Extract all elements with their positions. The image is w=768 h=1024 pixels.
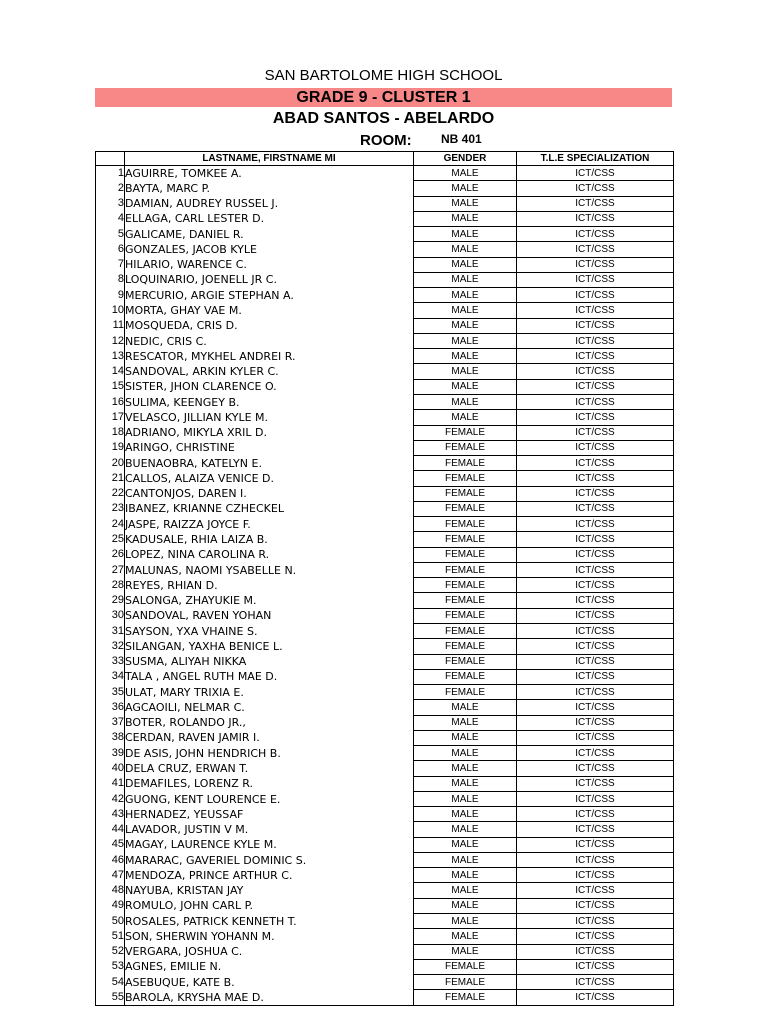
gender-cell: FEMALE bbox=[414, 669, 517, 684]
row-number: 15 bbox=[96, 379, 125, 394]
gender-cell: MALE bbox=[414, 257, 517, 272]
specialization-cell: ICT/CSS bbox=[517, 669, 674, 684]
specialization-cell: ICT/CSS bbox=[517, 868, 674, 883]
student-name: HILARIO, WARENCE C. bbox=[125, 257, 414, 272]
table-row bbox=[96, 914, 674, 929]
row-number: 31 bbox=[96, 623, 125, 638]
row-number: 52 bbox=[96, 944, 125, 959]
specialization-cell: ICT/CSS bbox=[517, 349, 674, 364]
table-row bbox=[96, 364, 674, 379]
room-value: NB 401 bbox=[441, 132, 482, 146]
student-roster-table bbox=[95, 151, 674, 1006]
gender-cell: MALE bbox=[414, 914, 517, 929]
row-number: 29 bbox=[96, 593, 125, 608]
specialization-cell: ICT/CSS bbox=[517, 654, 674, 669]
room-label: ROOM: bbox=[360, 132, 412, 149]
gender-cell: MALE bbox=[414, 211, 517, 226]
row-number: 37 bbox=[96, 715, 125, 730]
student-name: DELA CRUZ, ERWAN T. bbox=[125, 761, 414, 776]
row-number: 20 bbox=[96, 456, 125, 471]
specialization-cell: ICT/CSS bbox=[517, 303, 674, 318]
table-row bbox=[96, 349, 674, 364]
specialization-cell: ICT/CSS bbox=[517, 486, 674, 501]
row-number: 13 bbox=[96, 349, 125, 364]
gender-cell: FEMALE bbox=[414, 608, 517, 623]
specialization-cell: ICT/CSS bbox=[517, 364, 674, 379]
specialization-cell: ICT/CSS bbox=[517, 410, 674, 425]
specialization-cell: ICT/CSS bbox=[517, 837, 674, 852]
gender-cell: MALE bbox=[414, 898, 517, 913]
specialization-cell: ICT/CSS bbox=[517, 394, 674, 409]
student-name: MOSQUEDA, CRIS D. bbox=[125, 318, 414, 333]
specialization-cell: ICT/CSS bbox=[517, 959, 674, 974]
student-name: JASPE, RAIZZA JOYCE F. bbox=[125, 517, 414, 532]
row-number: 27 bbox=[96, 562, 125, 577]
gender-cell: MALE bbox=[414, 852, 517, 867]
specialization-cell: ICT/CSS bbox=[517, 181, 674, 196]
table-row bbox=[96, 471, 674, 486]
table-row bbox=[96, 517, 674, 532]
gender-cell: MALE bbox=[414, 288, 517, 303]
table-row bbox=[96, 975, 674, 990]
table-row bbox=[96, 883, 674, 898]
table-row bbox=[96, 807, 674, 822]
row-number: 16 bbox=[96, 394, 125, 409]
specialization-cell: ICT/CSS bbox=[517, 242, 674, 257]
table-header-row bbox=[96, 152, 674, 166]
gender-cell: MALE bbox=[414, 837, 517, 852]
specialization-cell: ICT/CSS bbox=[517, 318, 674, 333]
student-name: LOQUINARIO, JOENELL JR C. bbox=[125, 272, 414, 287]
student-name: AGUIRRE, TOMKEE A. bbox=[125, 166, 414, 181]
gender-cell: FEMALE bbox=[414, 501, 517, 516]
specialization-cell: ICT/CSS bbox=[517, 944, 674, 959]
specialization-cell: ICT/CSS bbox=[517, 990, 674, 1005]
student-name: SON, SHERWIN YOHANN M. bbox=[125, 929, 414, 944]
table-row bbox=[96, 852, 674, 867]
gender-cell: MALE bbox=[414, 944, 517, 959]
row-number: 34 bbox=[96, 669, 125, 684]
row-number: 19 bbox=[96, 440, 125, 455]
table-row bbox=[96, 272, 674, 287]
row-number: 10 bbox=[96, 303, 125, 318]
student-name: ROMULO, JOHN CARL P. bbox=[125, 898, 414, 913]
specialization-cell: ICT/CSS bbox=[517, 822, 674, 837]
specialization-cell: ICT/CSS bbox=[517, 272, 674, 287]
gender-cell: MALE bbox=[414, 196, 517, 211]
table-body bbox=[96, 166, 674, 1006]
column-header-name: LASTNAME, FIRSTNAME MI bbox=[125, 152, 414, 166]
table-row bbox=[96, 715, 674, 730]
table-row bbox=[96, 868, 674, 883]
gender-cell: MALE bbox=[414, 776, 517, 791]
student-name: MAGAY, LAURENCE KYLE M. bbox=[125, 837, 414, 852]
school-name: SAN BARTOLOME HIGH SCHOOL bbox=[264, 67, 503, 84]
table-row bbox=[96, 562, 674, 577]
gender-cell: FEMALE bbox=[414, 685, 517, 700]
gender-cell: FEMALE bbox=[414, 547, 517, 562]
gender-cell: MALE bbox=[414, 746, 517, 761]
table-row bbox=[96, 685, 674, 700]
row-number: 33 bbox=[96, 654, 125, 669]
gender-cell: MALE bbox=[414, 181, 517, 196]
row-number: 53 bbox=[96, 959, 125, 974]
student-name: GONZALES, JACOB KYLE bbox=[125, 242, 414, 257]
row-number: 9 bbox=[96, 288, 125, 303]
student-name: BAYTA, MARC P. bbox=[125, 181, 414, 196]
gender-cell: FEMALE bbox=[414, 471, 517, 486]
student-name: ULAT, MARY TRIXIA E. bbox=[125, 685, 414, 700]
student-name: ADRIANO, MIKYLA XRIL D. bbox=[125, 425, 414, 440]
student-name: BUENAOBRA, KATELYN E. bbox=[125, 456, 414, 471]
row-number: 39 bbox=[96, 746, 125, 761]
student-name: SULIMA, KEENGEY B. bbox=[125, 394, 414, 409]
gender-cell: FEMALE bbox=[414, 959, 517, 974]
student-name: GUONG, KENT LOURENCE E. bbox=[125, 791, 414, 806]
row-number: 3 bbox=[96, 196, 125, 211]
specialization-cell: ICT/CSS bbox=[517, 578, 674, 593]
specialization-cell: ICT/CSS bbox=[517, 166, 674, 181]
section-name: ABAD SANTOS - ABELARDO bbox=[272, 110, 495, 127]
table-row bbox=[96, 211, 674, 226]
student-name: SISTER, JHON CLARENCE O. bbox=[125, 379, 414, 394]
specialization-cell: ICT/CSS bbox=[517, 883, 674, 898]
gender-cell: MALE bbox=[414, 868, 517, 883]
gender-cell: FEMALE bbox=[414, 486, 517, 501]
student-name: SALONGA, ZHAYUKIE M. bbox=[125, 593, 414, 608]
specialization-cell: ICT/CSS bbox=[517, 257, 674, 272]
table-row bbox=[96, 181, 674, 196]
gender-cell: MALE bbox=[414, 349, 517, 364]
specialization-cell: ICT/CSS bbox=[517, 975, 674, 990]
table-row bbox=[96, 623, 674, 638]
specialization-cell: ICT/CSS bbox=[517, 227, 674, 242]
row-number: 44 bbox=[96, 822, 125, 837]
gender-cell: MALE bbox=[414, 242, 517, 257]
student-name: VELASCO, JILLIAN KYLE M. bbox=[125, 410, 414, 425]
row-number: 22 bbox=[96, 486, 125, 501]
gender-cell: MALE bbox=[414, 700, 517, 715]
specialization-cell: ICT/CSS bbox=[517, 700, 674, 715]
student-name: ARINGO, CHRISTINE bbox=[125, 440, 414, 455]
student-name: VERGARA, JOSHUA C. bbox=[125, 944, 414, 959]
table-row bbox=[96, 898, 674, 913]
row-number: 36 bbox=[96, 700, 125, 715]
column-header-number bbox=[96, 152, 125, 166]
student-name: MERCURIO, ARGIE STEPHAN A. bbox=[125, 288, 414, 303]
specialization-cell: ICT/CSS bbox=[517, 914, 674, 929]
gender-cell: FEMALE bbox=[414, 593, 517, 608]
row-number: 54 bbox=[96, 975, 125, 990]
student-name: LOPEZ, NINA CAROLINA R. bbox=[125, 547, 414, 562]
table-row bbox=[96, 730, 674, 745]
row-number: 55 bbox=[96, 990, 125, 1005]
student-name: AGNES, EMILIE N. bbox=[125, 959, 414, 974]
student-name: ELLAGA, CARL LESTER D. bbox=[125, 211, 414, 226]
gender-cell: MALE bbox=[414, 883, 517, 898]
gender-cell: MALE bbox=[414, 166, 517, 181]
table-row bbox=[96, 486, 674, 501]
gender-cell: MALE bbox=[414, 791, 517, 806]
gender-cell: MALE bbox=[414, 272, 517, 287]
specialization-cell: ICT/CSS bbox=[517, 196, 674, 211]
gender-cell: MALE bbox=[414, 807, 517, 822]
specialization-cell: ICT/CSS bbox=[517, 440, 674, 455]
row-number: 1 bbox=[96, 166, 125, 181]
row-number: 4 bbox=[96, 211, 125, 226]
column-header-specialization: T.L.E SPECIALIZATION bbox=[517, 152, 674, 166]
specialization-cell: ICT/CSS bbox=[517, 898, 674, 913]
specialization-cell: ICT/CSS bbox=[517, 517, 674, 532]
gender-cell: MALE bbox=[414, 822, 517, 837]
row-number: 24 bbox=[96, 517, 125, 532]
gender-cell: FEMALE bbox=[414, 425, 517, 440]
specialization-cell: ICT/CSS bbox=[517, 807, 674, 822]
table-row bbox=[96, 379, 674, 394]
table-row bbox=[96, 288, 674, 303]
gender-cell: MALE bbox=[414, 379, 517, 394]
student-name: SANDOVAL, RAVEN YOHAN bbox=[125, 608, 414, 623]
row-number: 49 bbox=[96, 898, 125, 913]
table-row bbox=[96, 776, 674, 791]
student-name: BOTER, ROLANDO JR., bbox=[125, 715, 414, 730]
table-row bbox=[96, 639, 674, 654]
gender-cell: MALE bbox=[414, 410, 517, 425]
row-number: 30 bbox=[96, 608, 125, 623]
table-row bbox=[96, 944, 674, 959]
row-number: 21 bbox=[96, 471, 125, 486]
specialization-cell: ICT/CSS bbox=[517, 929, 674, 944]
table-row bbox=[96, 333, 674, 348]
row-number: 48 bbox=[96, 883, 125, 898]
gender-cell: FEMALE bbox=[414, 517, 517, 532]
row-number: 18 bbox=[96, 425, 125, 440]
table-row bbox=[96, 654, 674, 669]
student-name: BAROLA, KRYSHA MAE D. bbox=[125, 990, 414, 1005]
specialization-cell: ICT/CSS bbox=[517, 791, 674, 806]
table-row bbox=[96, 746, 674, 761]
specialization-cell: ICT/CSS bbox=[517, 715, 674, 730]
table-row bbox=[96, 440, 674, 455]
row-number: 47 bbox=[96, 868, 125, 883]
student-name: NAYUBA, KRISTAN JAY bbox=[125, 883, 414, 898]
specialization-cell: ICT/CSS bbox=[517, 288, 674, 303]
table-row bbox=[96, 425, 674, 440]
table-row bbox=[96, 303, 674, 318]
table-row bbox=[96, 547, 674, 562]
gender-cell: FEMALE bbox=[414, 654, 517, 669]
gender-cell: FEMALE bbox=[414, 639, 517, 654]
specialization-cell: ICT/CSS bbox=[517, 501, 674, 516]
row-number: 45 bbox=[96, 837, 125, 852]
student-name: DEMAFILES, LORENZ R. bbox=[125, 776, 414, 791]
row-number: 2 bbox=[96, 181, 125, 196]
gender-cell: FEMALE bbox=[414, 456, 517, 471]
grade-cluster-banner: GRADE 9 - CLUSTER 1 bbox=[95, 88, 672, 107]
table-row bbox=[96, 196, 674, 211]
specialization-cell: ICT/CSS bbox=[517, 333, 674, 348]
table-row bbox=[96, 593, 674, 608]
table-row bbox=[96, 761, 674, 776]
specialization-cell: ICT/CSS bbox=[517, 639, 674, 654]
row-number: 35 bbox=[96, 685, 125, 700]
student-name: KADUSALE, RHIA LAIZA B. bbox=[125, 532, 414, 547]
student-name: DE ASIS, JOHN HENDRICH B. bbox=[125, 746, 414, 761]
table-row bbox=[96, 578, 674, 593]
student-name: ROSALES, PATRICK KENNETH T. bbox=[125, 914, 414, 929]
column-header-gender: GENDER bbox=[414, 152, 517, 166]
row-number: 46 bbox=[96, 852, 125, 867]
table-row bbox=[96, 501, 674, 516]
table-row bbox=[96, 669, 674, 684]
student-name: CALLOS, ALAIZA VENICE D. bbox=[125, 471, 414, 486]
table-row bbox=[96, 166, 674, 181]
gender-cell: FEMALE bbox=[414, 562, 517, 577]
student-name: SILANGAN, YAXHA BENICE L. bbox=[125, 639, 414, 654]
row-number: 8 bbox=[96, 272, 125, 287]
table-row bbox=[96, 532, 674, 547]
specialization-cell: ICT/CSS bbox=[517, 532, 674, 547]
specialization-cell: ICT/CSS bbox=[517, 471, 674, 486]
gender-cell: MALE bbox=[414, 394, 517, 409]
table-row bbox=[96, 394, 674, 409]
row-number: 50 bbox=[96, 914, 125, 929]
row-number: 40 bbox=[96, 761, 125, 776]
specialization-cell: ICT/CSS bbox=[517, 425, 674, 440]
row-number: 25 bbox=[96, 532, 125, 547]
row-number: 28 bbox=[96, 578, 125, 593]
specialization-cell: ICT/CSS bbox=[517, 211, 674, 226]
table-row bbox=[96, 227, 674, 242]
gender-cell: FEMALE bbox=[414, 440, 517, 455]
student-name: NEDIC, CRIS C. bbox=[125, 333, 414, 348]
table-row bbox=[96, 700, 674, 715]
student-name: MENDOZA, PRINCE ARTHUR C. bbox=[125, 868, 414, 883]
specialization-cell: ICT/CSS bbox=[517, 623, 674, 638]
student-name: SUSMA, ALIYAH NIKKA bbox=[125, 654, 414, 669]
specialization-cell: ICT/CSS bbox=[517, 776, 674, 791]
student-name: MORTA, GHAY VAE M. bbox=[125, 303, 414, 318]
specialization-cell: ICT/CSS bbox=[517, 608, 674, 623]
specialization-cell: ICT/CSS bbox=[517, 761, 674, 776]
gender-cell: MALE bbox=[414, 318, 517, 333]
gender-cell: FEMALE bbox=[414, 532, 517, 547]
table-row bbox=[96, 456, 674, 471]
student-name: MARARAC, GAVERIEL DOMINIC S. bbox=[125, 852, 414, 867]
specialization-cell: ICT/CSS bbox=[517, 562, 674, 577]
row-number: 14 bbox=[96, 364, 125, 379]
table-row bbox=[96, 837, 674, 852]
gender-cell: MALE bbox=[414, 761, 517, 776]
student-name: MALUNAS, NAOMI YSABELLE N. bbox=[125, 562, 414, 577]
student-name: GALICAME, DANIEL R. bbox=[125, 227, 414, 242]
student-name: IBANEZ, KRIANNE CZHECKEL bbox=[125, 501, 414, 516]
specialization-cell: ICT/CSS bbox=[517, 593, 674, 608]
student-name: LAVADOR, JUSTIN V M. bbox=[125, 822, 414, 837]
student-name: CERDAN, RAVEN JAMIR I. bbox=[125, 730, 414, 745]
specialization-cell: ICT/CSS bbox=[517, 456, 674, 471]
student-name: HERNADEZ, YEUSSAF bbox=[125, 807, 414, 822]
student-name: ASEBUQUE, KATE B. bbox=[125, 975, 414, 990]
gender-cell: FEMALE bbox=[414, 990, 517, 1005]
student-name: REYES, RHIAN D. bbox=[125, 578, 414, 593]
gender-cell: MALE bbox=[414, 929, 517, 944]
specialization-cell: ICT/CSS bbox=[517, 685, 674, 700]
student-name: RESCATOR, MYKHEL ANDREI R. bbox=[125, 349, 414, 364]
table-row bbox=[96, 822, 674, 837]
student-name: CANTONJOS, DAREN I. bbox=[125, 486, 414, 501]
gender-cell: MALE bbox=[414, 715, 517, 730]
specialization-cell: ICT/CSS bbox=[517, 379, 674, 394]
student-name: AGCAOILI, NELMAR C. bbox=[125, 700, 414, 715]
table-row bbox=[96, 959, 674, 974]
row-number: 11 bbox=[96, 318, 125, 333]
row-number: 51 bbox=[96, 929, 125, 944]
gender-cell: MALE bbox=[414, 730, 517, 745]
row-number: 38 bbox=[96, 730, 125, 745]
row-number: 7 bbox=[96, 257, 125, 272]
table-row bbox=[96, 929, 674, 944]
table-row bbox=[96, 791, 674, 806]
specialization-cell: ICT/CSS bbox=[517, 547, 674, 562]
table-row bbox=[96, 410, 674, 425]
gender-cell: MALE bbox=[414, 333, 517, 348]
row-number: 42 bbox=[96, 791, 125, 806]
row-number: 5 bbox=[96, 227, 125, 242]
table-row bbox=[96, 608, 674, 623]
student-name: SAYSON, YXA VHAINE S. bbox=[125, 623, 414, 638]
specialization-cell: ICT/CSS bbox=[517, 730, 674, 745]
gender-cell: MALE bbox=[414, 364, 517, 379]
table-row bbox=[96, 242, 674, 257]
row-number: 12 bbox=[96, 333, 125, 348]
gender-cell: MALE bbox=[414, 227, 517, 242]
table-row bbox=[96, 257, 674, 272]
row-number: 41 bbox=[96, 776, 125, 791]
gender-cell: FEMALE bbox=[414, 578, 517, 593]
student-name: DAMIAN, AUDREY RUSSEL J. bbox=[125, 196, 414, 211]
row-number: 26 bbox=[96, 547, 125, 562]
table-row bbox=[96, 990, 674, 1005]
row-number: 17 bbox=[96, 410, 125, 425]
student-name: TALA , ANGEL RUTH MAE D. bbox=[125, 669, 414, 684]
table-row bbox=[96, 318, 674, 333]
specialization-cell: ICT/CSS bbox=[517, 852, 674, 867]
row-number: 32 bbox=[96, 639, 125, 654]
gender-cell: MALE bbox=[414, 303, 517, 318]
gender-cell: FEMALE bbox=[414, 623, 517, 638]
row-number: 43 bbox=[96, 807, 125, 822]
specialization-cell: ICT/CSS bbox=[517, 746, 674, 761]
student-name: SANDOVAL, ARKIN KYLER C. bbox=[125, 364, 414, 379]
gender-cell: FEMALE bbox=[414, 975, 517, 990]
row-number: 23 bbox=[96, 501, 125, 516]
row-number: 6 bbox=[96, 242, 125, 257]
